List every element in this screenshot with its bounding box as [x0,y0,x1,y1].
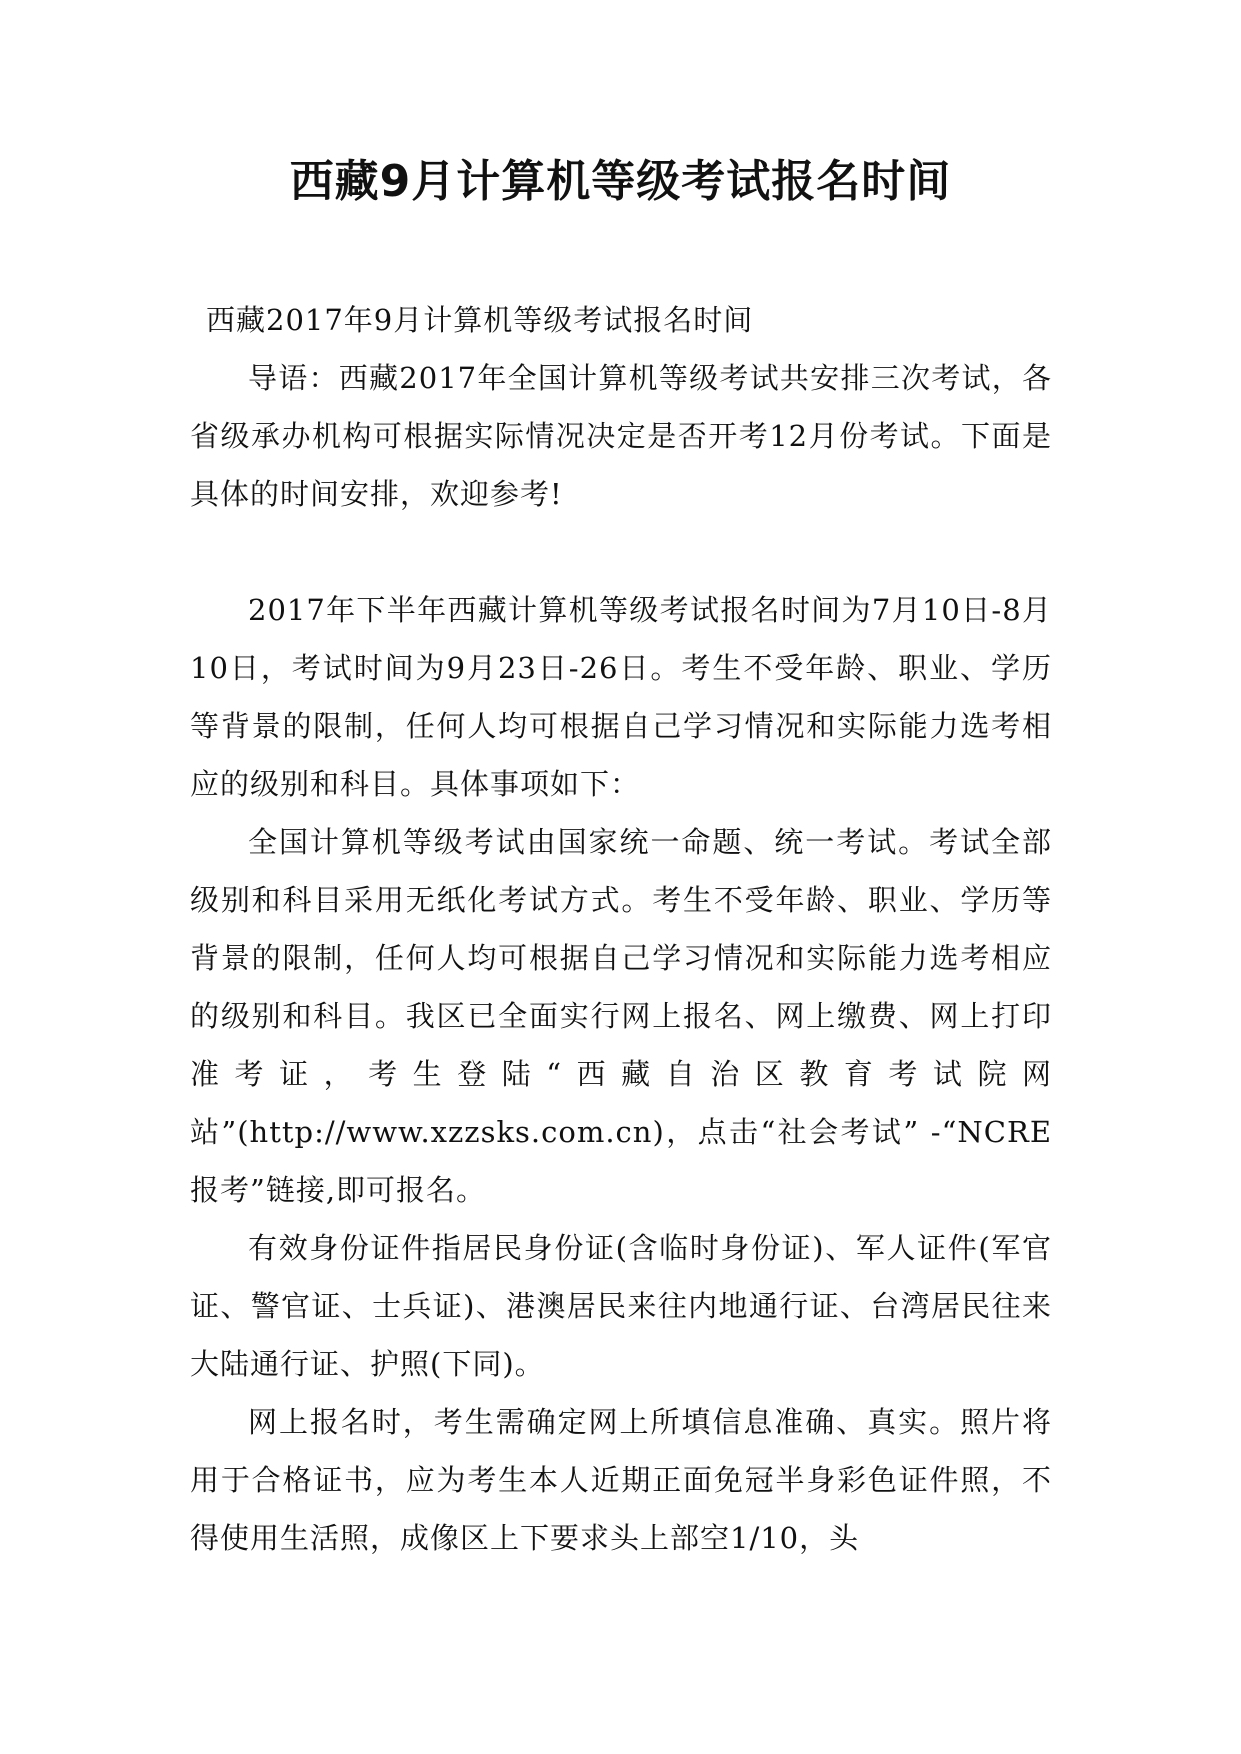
document-title: 西藏9月计算机等级考试报名时间 [289,156,952,207]
paragraph-id-documents: 有效身份证件指居民身份证(含临时身份证)、军人证件(军官证、警官证、士兵证)、港澳居民来往内地通行证、台湾居民往来大陆通行证、护照(下同)。 [190,1231,1052,1381]
paragraph-registration: 全国计算机等级考试由国家统一命题、统一考试。考试全部级别和科目采用无纸化考试方式。考生不受年龄、职业、学历等背景的限制，任何人均可根据自己学习情况和实际能力选考相应的级别和科目。我区已全面实行网上报名、网上缴费、网上打印准考证，考生登陆“西藏自治区教育考试院网站”(http://www.xzzsks.com.cn)，点击“社会考试” -“NCRE报考”链接,即可报名。 [190,825,1052,1207]
paragraph-photo-requirements: 网上报名时，考生需确定网上所填信息准确、真实。照片将用于合格证书，应为考生本人近期正面免冠半身彩色证件照，不得使用生活照，成像区上下要求头上部空1/10，头 [190,1405,1052,1555]
paragraph-intro: 导语：西藏2017年全国计算机等级考试共安排三次考试，各省级承办机构可根据实际情况决定是否开考12月份考试。下面是具体的时间安排，欢迎参考! [190,361,1052,511]
paragraph-gap [190,523,1052,581]
document-body [190,291,1052,1567]
paragraph-schedule: 2017年下半年西藏计算机等级考试报名时间为7月10日-8月10日，考试时间为9月23日-26日。考生不受年龄、职业、学历等背景的限制，任何人均可根据自己学习情况和实际能力选考相应的级别和科目。具体事项如下： [190,593,1052,801]
document-subtitle: 西藏2017年9月计算机等级考试报名时间 [206,303,754,337]
